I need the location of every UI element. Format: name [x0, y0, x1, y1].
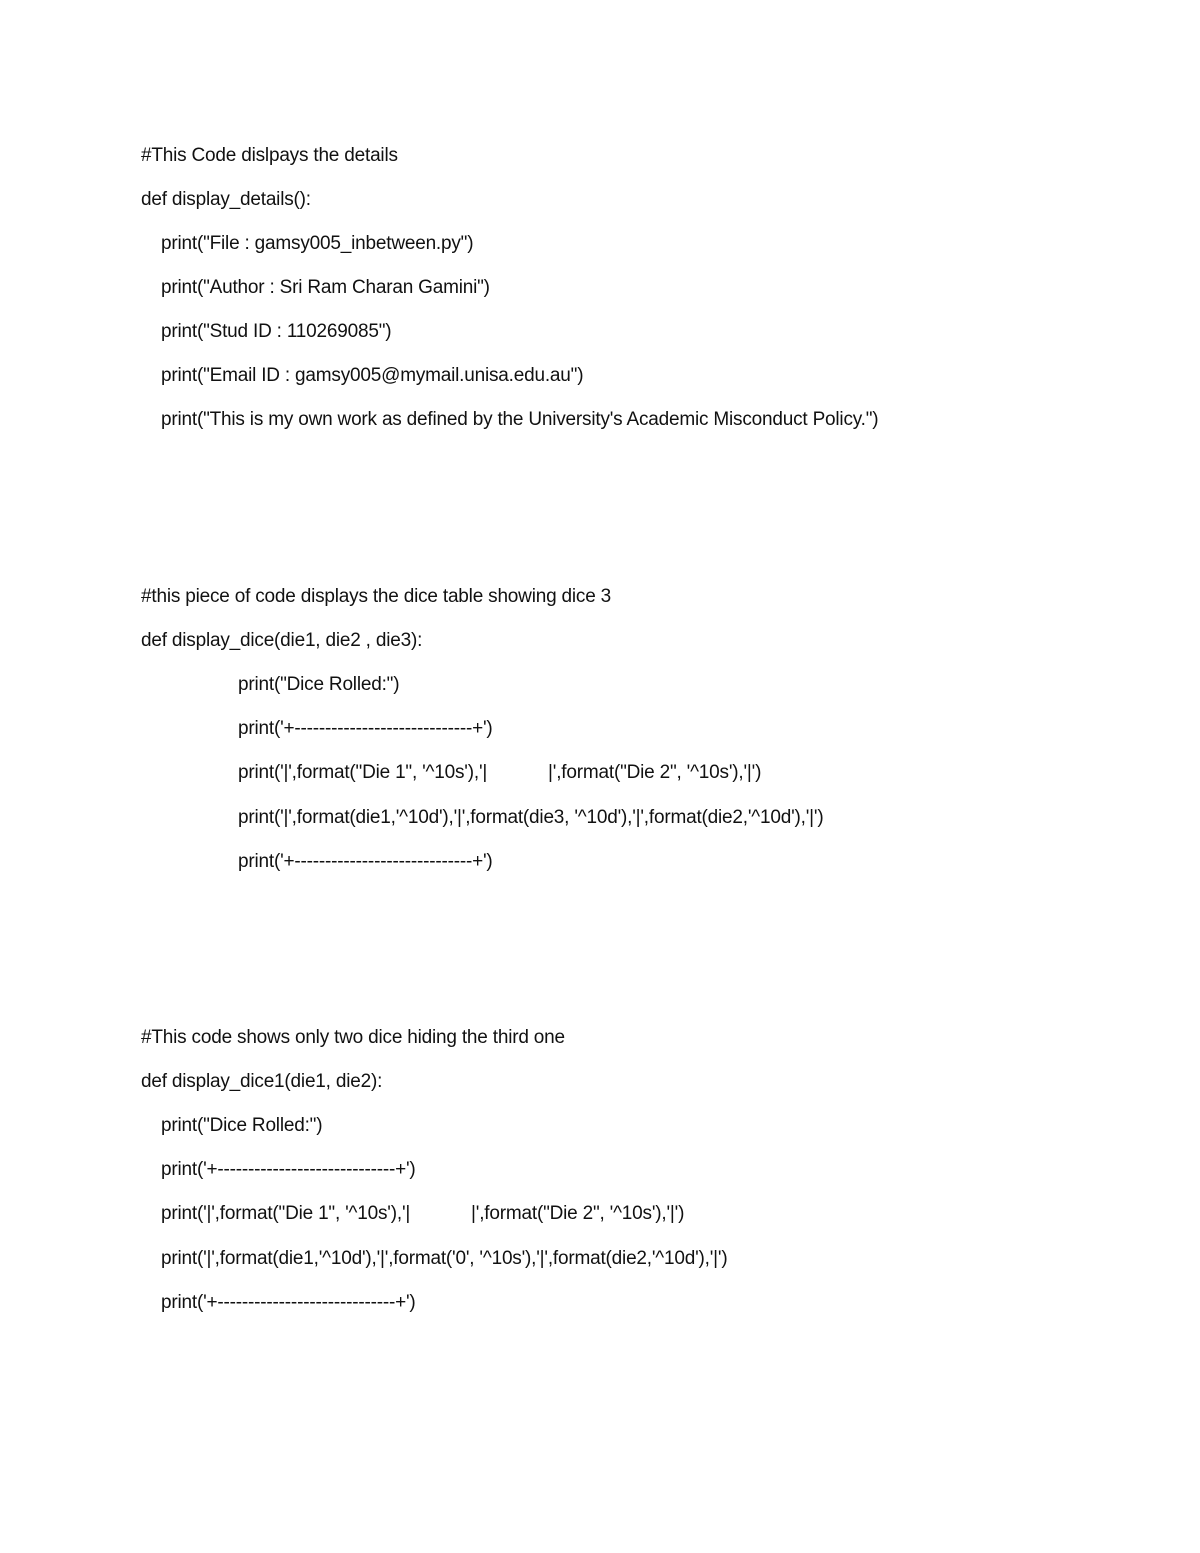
- section2-line: print('+-----------------------------+'): [238, 851, 493, 872]
- section1-line: print("File : gamsy005_inbetween.py"): [161, 233, 474, 254]
- section3-line: print("Dice Rolled:"): [161, 1115, 323, 1136]
- section3-line: print('|',format(die1,'^10d'),'|',format('0', '^10s'),'|',format(die2,'^10d'),'|'): [161, 1248, 728, 1269]
- section3-def: def display_dice1(die1, die2):: [141, 1071, 383, 1092]
- section1-line: print("Author : Sri Ram Charan Gamini"): [161, 277, 490, 298]
- section1-line: print("This is my own work as defined by the University's Academic Misconduct Policy."): [161, 409, 879, 430]
- section2-line: print("Dice Rolled:"): [238, 674, 400, 695]
- section2-comment: #this piece of code displays the dice table showing dice 3: [141, 586, 612, 607]
- section1-comment: #This Code dislpays the details: [141, 145, 398, 166]
- section2-def: def display_dice(die1, die2 , die3):: [141, 630, 423, 651]
- section3-line: print('|',format("Die 1", '^10s'),'| |',format("Die 2", '^10s'),'|'): [161, 1203, 685, 1224]
- section2-line: print('+-----------------------------+'): [238, 718, 493, 739]
- section1-def: def display_details():: [141, 189, 311, 210]
- section1-line: print("Email ID : gamsy005@mymail.unisa.edu.au"): [161, 365, 584, 386]
- section2-line: print('|',format(die1,'^10d'),'|',format(die3, '^10d'),'|',format(die2,'^10d'),'|'): [238, 807, 824, 828]
- section3-comment: #This code shows only two dice hiding the third one: [141, 1027, 565, 1048]
- section1-line: print("Stud ID : 110269085"): [161, 321, 392, 342]
- section3-line: print('+-----------------------------+'): [161, 1292, 416, 1313]
- section2-line: print('|',format("Die 1", '^10s'),'| |',format("Die 2", '^10s'),'|'): [238, 762, 762, 783]
- section3-line: print('+-----------------------------+'): [161, 1159, 416, 1180]
